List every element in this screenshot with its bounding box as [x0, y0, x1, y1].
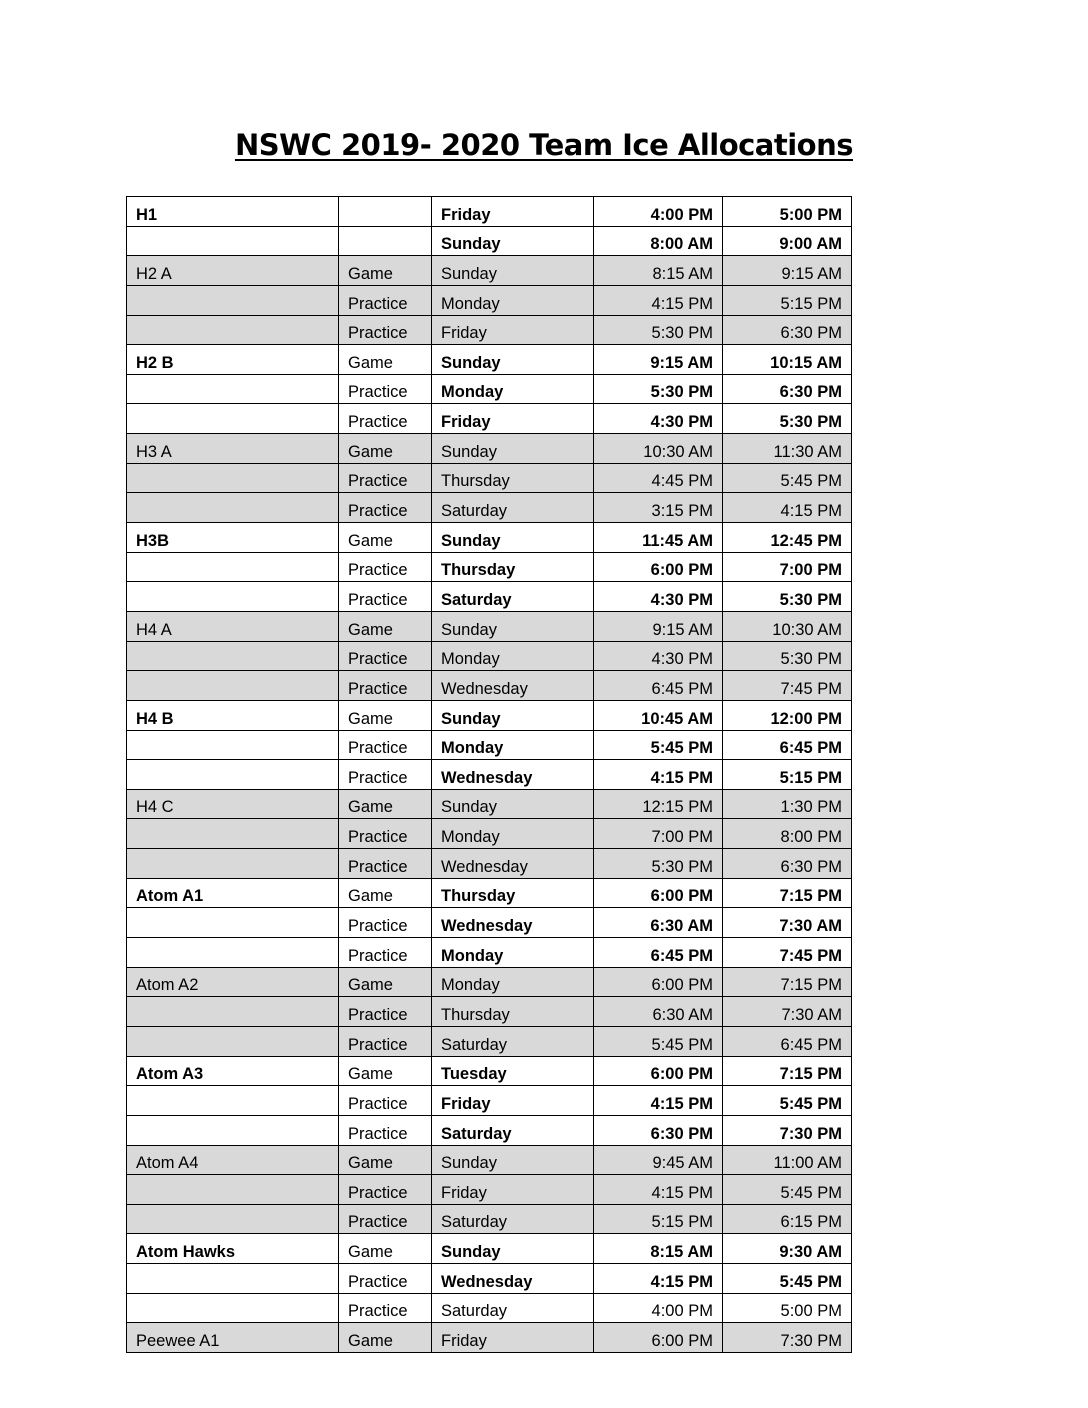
day-cell: Sunday	[432, 345, 594, 375]
table-row	[127, 1204, 852, 1234]
session-type-cell: Game	[339, 256, 432, 286]
table-row	[127, 285, 852, 315]
table-row	[127, 760, 852, 790]
day-cell: Sunday	[432, 1234, 594, 1264]
end-time-cell: 6:45 PM	[723, 730, 852, 760]
end-time-cell: 10:30 AM	[723, 611, 852, 641]
session-type-cell: Practice	[339, 938, 432, 968]
end-time-cell: 11:00 AM	[723, 1145, 852, 1175]
table-row	[127, 967, 852, 997]
team-cell: Atom Hawks	[127, 1234, 339, 1264]
end-time-cell: 6:30 PM	[723, 374, 852, 404]
start-time-cell: 4:15 PM	[594, 760, 723, 790]
session-type-cell: Practice	[339, 315, 432, 345]
table-row	[127, 1323, 852, 1353]
day-cell: Saturday	[432, 1026, 594, 1056]
team-cell: H3 A	[127, 434, 339, 464]
session-type-cell: Game	[339, 434, 432, 464]
day-cell: Sunday	[432, 226, 594, 256]
team-cell: Atom A3	[127, 1056, 339, 1086]
end-time-cell: 7:15 PM	[723, 878, 852, 908]
session-type-cell: Game	[339, 878, 432, 908]
table-row	[127, 730, 852, 760]
team-cell	[127, 760, 339, 790]
start-time-cell: 12:15 PM	[594, 789, 723, 819]
table-row	[127, 226, 852, 256]
day-cell: Monday	[432, 938, 594, 968]
session-type-cell	[339, 197, 432, 227]
day-cell: Monday	[432, 285, 594, 315]
end-time-cell: 9:00 AM	[723, 226, 852, 256]
start-time-cell: 6:00 PM	[594, 1323, 723, 1353]
session-type-cell: Practice	[339, 730, 432, 760]
start-time-cell: 4:15 PM	[594, 1175, 723, 1205]
session-type-cell	[339, 226, 432, 256]
team-cell: H2 B	[127, 345, 339, 375]
table-row	[127, 552, 852, 582]
end-time-cell: 7:00 PM	[723, 552, 852, 582]
end-time-cell: 5:45 PM	[723, 1175, 852, 1205]
start-time-cell: 4:30 PM	[594, 582, 723, 612]
end-time-cell: 12:00 PM	[723, 700, 852, 730]
table-row	[127, 374, 852, 404]
day-cell: Tuesday	[432, 1056, 594, 1086]
start-time-cell: 5:45 PM	[594, 1026, 723, 1056]
team-cell	[127, 285, 339, 315]
session-type-cell: Practice	[339, 404, 432, 434]
end-time-cell: 7:45 PM	[723, 671, 852, 701]
session-type-cell: Game	[339, 1323, 432, 1353]
day-cell: Sunday	[432, 789, 594, 819]
table-row	[127, 700, 852, 730]
team-cell	[127, 1086, 339, 1116]
table-row	[127, 256, 852, 286]
session-type-cell: Practice	[339, 552, 432, 582]
start-time-cell: 6:30 PM	[594, 1115, 723, 1145]
table-row	[127, 523, 852, 553]
day-cell: Wednesday	[432, 671, 594, 701]
end-time-cell: 7:30 AM	[723, 908, 852, 938]
table-row	[127, 819, 852, 849]
end-time-cell: 5:00 PM	[723, 197, 852, 227]
end-time-cell: 7:30 AM	[723, 997, 852, 1027]
start-time-cell: 9:15 AM	[594, 345, 723, 375]
team-cell	[127, 374, 339, 404]
team-cell: Peewee A1	[127, 1323, 339, 1353]
table-row	[127, 908, 852, 938]
session-type-cell: Practice	[339, 819, 432, 849]
start-time-cell: 6:00 PM	[594, 552, 723, 582]
end-time-cell: 4:15 PM	[723, 493, 852, 523]
start-time-cell: 8:15 AM	[594, 256, 723, 286]
day-cell: Saturday	[432, 1115, 594, 1145]
day-cell: Sunday	[432, 1145, 594, 1175]
day-cell: Monday	[432, 967, 594, 997]
table-row	[127, 582, 852, 612]
start-time-cell: 5:15 PM	[594, 1204, 723, 1234]
team-cell: Atom A2	[127, 967, 339, 997]
day-cell: Monday	[432, 819, 594, 849]
table-row	[127, 671, 852, 701]
team-cell: H4 A	[127, 611, 339, 641]
start-time-cell: 4:00 PM	[594, 197, 723, 227]
end-time-cell: 6:45 PM	[723, 1026, 852, 1056]
end-time-cell: 11:30 AM	[723, 434, 852, 464]
start-time-cell: 9:45 AM	[594, 1145, 723, 1175]
session-type-cell: Practice	[339, 641, 432, 671]
table-row	[127, 1056, 852, 1086]
team-cell	[127, 641, 339, 671]
team-cell: H2 A	[127, 256, 339, 286]
session-type-cell: Practice	[339, 760, 432, 790]
start-time-cell: 4:45 PM	[594, 463, 723, 493]
table-row	[127, 434, 852, 464]
session-type-cell: Practice	[339, 1115, 432, 1145]
start-time-cell: 5:30 PM	[594, 374, 723, 404]
start-time-cell: 6:00 PM	[594, 878, 723, 908]
day-cell: Thursday	[432, 463, 594, 493]
end-time-cell: 5:30 PM	[723, 404, 852, 434]
start-time-cell: 3:15 PM	[594, 493, 723, 523]
day-cell: Sunday	[432, 434, 594, 464]
day-cell: Sunday	[432, 611, 594, 641]
day-cell: Saturday	[432, 1293, 594, 1323]
session-type-cell: Practice	[339, 997, 432, 1027]
end-time-cell: 7:45 PM	[723, 938, 852, 968]
day-cell: Sunday	[432, 700, 594, 730]
day-cell: Friday	[432, 404, 594, 434]
team-cell: Atom A4	[127, 1145, 339, 1175]
end-time-cell: 7:30 PM	[723, 1115, 852, 1145]
team-cell: H1	[127, 197, 339, 227]
session-type-cell: Practice	[339, 1026, 432, 1056]
start-time-cell: 6:00 PM	[594, 1056, 723, 1086]
table-row	[127, 315, 852, 345]
table-row	[127, 1086, 852, 1116]
team-cell: H3B	[127, 523, 339, 553]
table-row	[127, 611, 852, 641]
day-cell: Monday	[432, 374, 594, 404]
end-time-cell: 7:15 PM	[723, 1056, 852, 1086]
team-cell: H4 C	[127, 789, 339, 819]
ice-allocation-table	[126, 196, 852, 1353]
end-time-cell: 10:15 AM	[723, 345, 852, 375]
day-cell: Sunday	[432, 256, 594, 286]
team-cell	[127, 1175, 339, 1205]
table-row	[127, 1234, 852, 1264]
day-cell: Monday	[432, 641, 594, 671]
start-time-cell: 11:45 AM	[594, 523, 723, 553]
table-row	[127, 404, 852, 434]
session-type-cell: Game	[339, 700, 432, 730]
day-cell: Saturday	[432, 582, 594, 612]
table-row	[127, 1115, 852, 1145]
table-row	[127, 641, 852, 671]
session-type-cell: Practice	[339, 1175, 432, 1205]
table-row	[127, 1293, 852, 1323]
day-cell: Wednesday	[432, 1264, 594, 1294]
session-type-cell: Practice	[339, 849, 432, 879]
session-type-cell: Practice	[339, 1264, 432, 1294]
day-cell: Friday	[432, 315, 594, 345]
session-type-cell: Practice	[339, 374, 432, 404]
team-cell	[127, 493, 339, 523]
team-cell	[127, 1264, 339, 1294]
session-type-cell: Practice	[339, 671, 432, 701]
team-cell	[127, 463, 339, 493]
day-cell: Friday	[432, 1086, 594, 1116]
day-cell: Saturday	[432, 493, 594, 523]
end-time-cell: 5:45 PM	[723, 1086, 852, 1116]
session-type-cell: Practice	[339, 1204, 432, 1234]
day-cell: Wednesday	[432, 760, 594, 790]
table-row	[127, 1175, 852, 1205]
team-cell	[127, 849, 339, 879]
team-cell: Atom A1	[127, 878, 339, 908]
team-cell	[127, 819, 339, 849]
page-title: NSWC 2019- 2020 Team Ice Allocations	[234, 128, 854, 162]
start-time-cell: 6:30 AM	[594, 997, 723, 1027]
start-time-cell: 6:45 PM	[594, 671, 723, 701]
day-cell: Friday	[432, 1323, 594, 1353]
end-time-cell: 5:15 PM	[723, 285, 852, 315]
start-time-cell: 4:15 PM	[594, 1264, 723, 1294]
start-time-cell: 10:30 AM	[594, 434, 723, 464]
team-cell	[127, 315, 339, 345]
session-type-cell: Practice	[339, 493, 432, 523]
end-time-cell: 5:45 PM	[723, 463, 852, 493]
team-cell	[127, 1204, 339, 1234]
end-time-cell: 1:30 PM	[723, 789, 852, 819]
start-time-cell: 8:15 AM	[594, 1234, 723, 1264]
team-cell	[127, 404, 339, 434]
table-row	[127, 878, 852, 908]
session-type-cell: Practice	[339, 582, 432, 612]
end-time-cell: 12:45 PM	[723, 523, 852, 553]
day-cell: Thursday	[432, 878, 594, 908]
team-cell	[127, 1115, 339, 1145]
team-cell: H4 B	[127, 700, 339, 730]
start-time-cell: 9:15 AM	[594, 611, 723, 641]
start-time-cell: 4:15 PM	[594, 1086, 723, 1116]
day-cell: Thursday	[432, 552, 594, 582]
day-cell: Monday	[432, 730, 594, 760]
start-time-cell: 8:00 AM	[594, 226, 723, 256]
start-time-cell: 6:45 PM	[594, 938, 723, 968]
end-time-cell: 8:00 PM	[723, 819, 852, 849]
session-type-cell: Game	[339, 611, 432, 641]
team-cell	[127, 997, 339, 1027]
start-time-cell: 5:45 PM	[594, 730, 723, 760]
start-time-cell: 5:30 PM	[594, 849, 723, 879]
day-cell: Thursday	[432, 997, 594, 1027]
team-cell	[127, 938, 339, 968]
end-time-cell: 9:15 AM	[723, 256, 852, 286]
end-time-cell: 7:30 PM	[723, 1323, 852, 1353]
end-time-cell: 5:00 PM	[723, 1293, 852, 1323]
end-time-cell: 6:30 PM	[723, 849, 852, 879]
end-time-cell: 5:15 PM	[723, 760, 852, 790]
session-type-cell: Game	[339, 1234, 432, 1264]
session-type-cell: Practice	[339, 908, 432, 938]
team-cell	[127, 552, 339, 582]
end-time-cell: 5:30 PM	[723, 641, 852, 671]
team-cell	[127, 671, 339, 701]
day-cell: Saturday	[432, 1204, 594, 1234]
team-cell	[127, 908, 339, 938]
table-row	[127, 997, 852, 1027]
start-time-cell: 6:30 AM	[594, 908, 723, 938]
session-type-cell: Game	[339, 789, 432, 819]
end-time-cell: 6:30 PM	[723, 315, 852, 345]
table-row	[127, 1264, 852, 1294]
end-time-cell: 9:30 AM	[723, 1234, 852, 1264]
day-cell: Wednesday	[432, 908, 594, 938]
session-type-cell: Game	[339, 1056, 432, 1086]
table-row	[127, 197, 852, 227]
start-time-cell: 4:00 PM	[594, 1293, 723, 1323]
table-row	[127, 938, 852, 968]
session-type-cell: Practice	[339, 463, 432, 493]
start-time-cell: 6:00 PM	[594, 967, 723, 997]
start-time-cell: 4:30 PM	[594, 641, 723, 671]
end-time-cell: 5:30 PM	[723, 582, 852, 612]
start-time-cell: 4:30 PM	[594, 404, 723, 434]
team-cell	[127, 1293, 339, 1323]
session-type-cell: Practice	[339, 285, 432, 315]
session-type-cell: Game	[339, 1145, 432, 1175]
session-type-cell: Game	[339, 345, 432, 375]
day-cell: Friday	[432, 197, 594, 227]
team-cell	[127, 1026, 339, 1056]
session-type-cell: Game	[339, 967, 432, 997]
session-type-cell: Game	[339, 523, 432, 553]
day-cell: Wednesday	[432, 849, 594, 879]
team-cell	[127, 226, 339, 256]
team-cell	[127, 582, 339, 612]
session-type-cell: Practice	[339, 1086, 432, 1116]
table-row	[127, 849, 852, 879]
table-row	[127, 1145, 852, 1175]
table-row	[127, 789, 852, 819]
start-time-cell: 4:15 PM	[594, 285, 723, 315]
team-cell	[127, 730, 339, 760]
table-row	[127, 493, 852, 523]
start-time-cell: 10:45 AM	[594, 700, 723, 730]
table-row	[127, 1026, 852, 1056]
start-time-cell: 5:30 PM	[594, 315, 723, 345]
end-time-cell: 5:45 PM	[723, 1264, 852, 1294]
end-time-cell: 6:15 PM	[723, 1204, 852, 1234]
table-row	[127, 345, 852, 375]
session-type-cell: Practice	[339, 1293, 432, 1323]
ice-allocation-rows	[127, 197, 852, 1353]
start-time-cell: 7:00 PM	[594, 819, 723, 849]
table-row	[127, 463, 852, 493]
day-cell: Friday	[432, 1175, 594, 1205]
end-time-cell: 7:15 PM	[723, 967, 852, 997]
day-cell: Sunday	[432, 523, 594, 553]
